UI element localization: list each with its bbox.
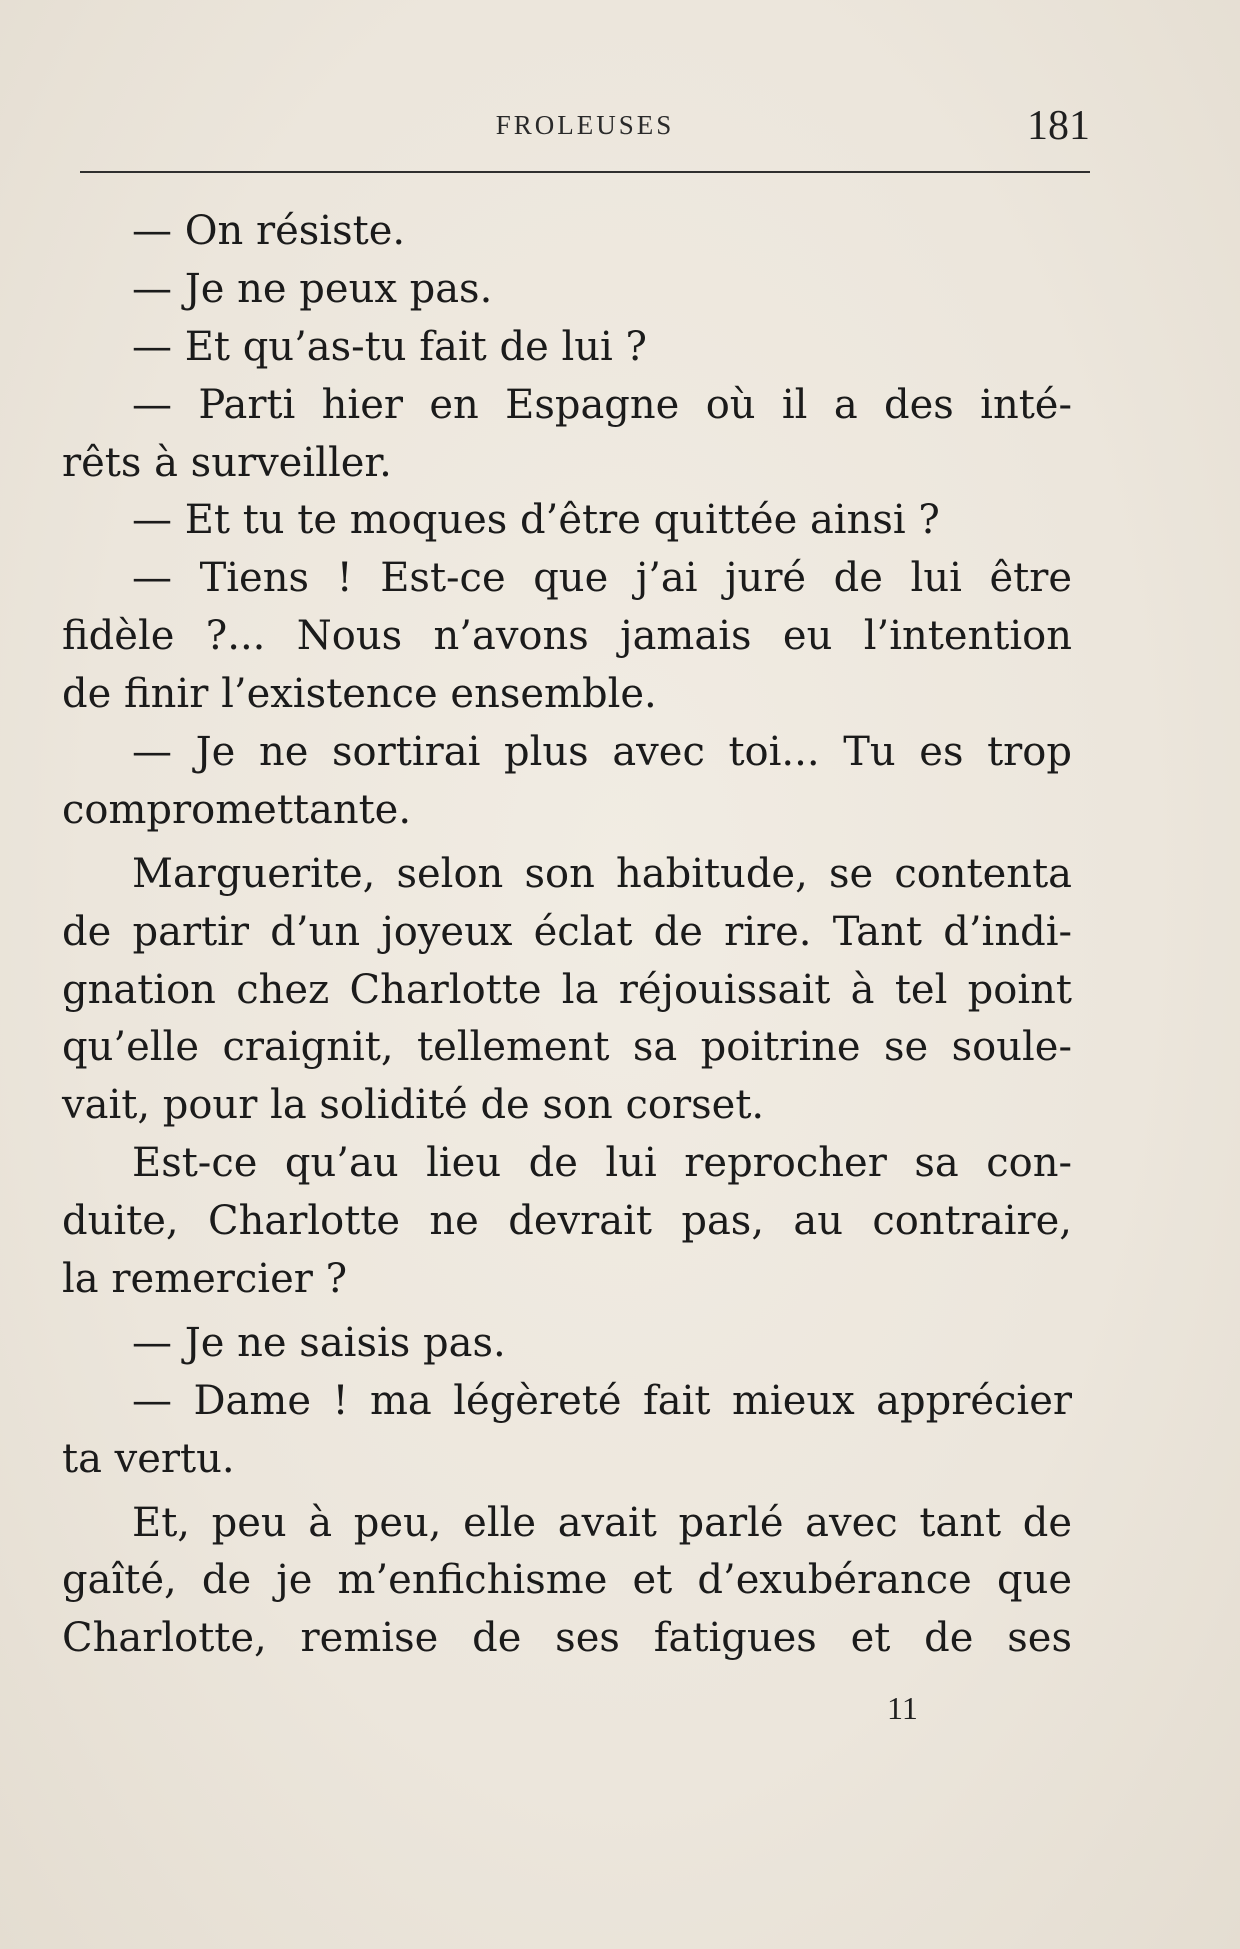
text-line: — Je ne sortirai plus avec toi... Tu es trop xyxy=(132,729,1072,776)
text-line: rêts à surveiller. xyxy=(62,439,392,486)
text-line: gnation chez Charlotte la réjouissait à tel point xyxy=(62,966,1072,1013)
text-line: de partir d’un joyeux éclat de rire. Tant d’indi- xyxy=(62,908,1072,955)
text-line: — Je ne saisis pas. xyxy=(132,1319,506,1366)
text-line: — Je ne peux pas. xyxy=(132,265,493,312)
text-line: Et, peu à peu, elle avait parlé avec tant de xyxy=(132,1499,1072,1546)
text-line: la remercier ? xyxy=(62,1256,348,1303)
text-line: — Tiens ! Est-ce que j’ai juré de lui être xyxy=(132,555,1072,602)
text-line: fidèle ?... Nous n’avons jamais eu l’intention xyxy=(62,613,1072,660)
page-number: 181 xyxy=(1027,103,1090,149)
text-line: ta vertu. xyxy=(62,1435,235,1482)
text-line: — Et tu te moques d’être quittée ainsi ? xyxy=(132,497,940,544)
signature-mark: 11 xyxy=(887,1690,918,1726)
text-line: Marguerite, selon son habitude, se contenta xyxy=(132,850,1072,897)
body-text xyxy=(62,203,1072,1668)
text-line: — Parti hier en Espagne où il a des inté- xyxy=(132,381,1072,428)
text-line: duite, Charlotte ne devrait pas, au contraire, xyxy=(62,1198,1072,1245)
text-line: compromettante. xyxy=(62,786,412,833)
text-line: — Dame ! ma légèreté fait mieux apprécier xyxy=(132,1377,1072,1424)
text-line: — Et qu’as-tu fait de lui ? xyxy=(132,323,647,370)
text-line: qu’elle craignit, tellement sa poitrine se soule- xyxy=(62,1024,1072,1071)
running-head xyxy=(80,100,1090,160)
header-rule xyxy=(80,171,1090,173)
text-line: — On résiste. xyxy=(132,208,406,254)
text-line: gaîté, de je m’enfichisme et d’exubérance que xyxy=(62,1557,1072,1604)
text-line: vait, pour la solidité de son corset. xyxy=(62,1082,765,1129)
running-title: FROLEUSES xyxy=(495,110,675,140)
text-line: Est-ce qu’au lieu de lui reprocher sa con- xyxy=(132,1140,1072,1187)
text-line: de finir l’existence ensemble. xyxy=(62,671,657,718)
text-line: Charlotte, remise de ses fatigues et de ses xyxy=(62,1615,1072,1662)
